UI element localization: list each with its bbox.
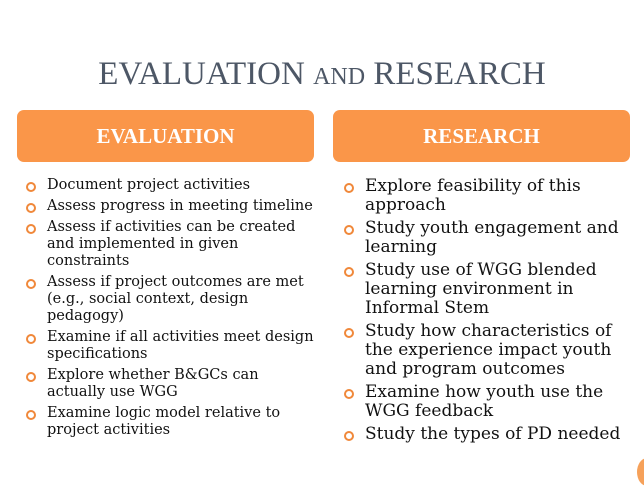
list-item bbox=[17, 329, 317, 363]
bullet-icon bbox=[26, 203, 36, 213]
bullet-icon bbox=[26, 182, 36, 192]
research-list bbox=[335, 177, 635, 448]
title-part: RESEARCH bbox=[365, 56, 546, 92]
list-item-text: Explore whether B&GCs can actually use WGG bbox=[47, 367, 259, 400]
list-item bbox=[17, 274, 317, 325]
list-item-text: Assess if project outcomes are met (e.g., social context, design pedagogy) bbox=[47, 274, 304, 324]
bullet-icon bbox=[344, 267, 354, 277]
bullet-icon bbox=[344, 183, 354, 193]
list-item bbox=[335, 261, 635, 318]
list-item bbox=[17, 198, 317, 215]
list-item-text: Document project activities bbox=[47, 177, 251, 193]
list-item bbox=[17, 177, 317, 194]
list-item bbox=[335, 425, 635, 444]
bullet-icon bbox=[26, 279, 36, 289]
list-item bbox=[335, 219, 635, 257]
slide-title bbox=[0, 56, 644, 93]
bullet-icon bbox=[26, 334, 36, 344]
list-item-text: Study use of WGG blended learning environment in Informal Stem bbox=[365, 260, 597, 318]
list-item bbox=[17, 405, 317, 439]
list-item-text: Explore feasibility of this approach bbox=[365, 176, 581, 215]
list-item bbox=[17, 367, 317, 401]
bullet-icon bbox=[344, 431, 354, 441]
list-item-text: Assess if activities can be created and implemented in given constraints bbox=[47, 219, 296, 269]
bullet-icon bbox=[26, 410, 36, 420]
bullet-icon bbox=[26, 224, 36, 234]
list-item-text: Study how characteristics of the experience impact youth and program outcomes bbox=[365, 321, 612, 379]
decorative-circle bbox=[637, 458, 644, 486]
title-part: EVALUATION bbox=[98, 56, 314, 92]
research-header: RESEARCH bbox=[333, 110, 630, 162]
list-item-text: Study youth engagement and learning bbox=[365, 218, 619, 257]
bullet-icon bbox=[344, 389, 354, 399]
bullet-icon bbox=[344, 225, 354, 235]
evaluation-list bbox=[17, 177, 317, 443]
list-item-text: Examine if all activities meet design specifications bbox=[47, 329, 314, 362]
list-item bbox=[335, 383, 635, 421]
list-item-text: Study the types of PD needed bbox=[365, 424, 621, 444]
bullet-icon bbox=[26, 372, 36, 382]
bullet-icon bbox=[344, 328, 354, 338]
evaluation-header: EVALUATION bbox=[17, 110, 314, 162]
list-item bbox=[335, 177, 635, 215]
list-item bbox=[17, 219, 317, 270]
list-item-text: Examine logic model relative to project activities bbox=[47, 405, 281, 438]
list-item bbox=[335, 322, 635, 379]
list-item-text: Examine how youth use the WGG feedback bbox=[365, 382, 604, 421]
list-item-text: Assess progress in meeting timeline bbox=[47, 198, 313, 214]
title-part: AND bbox=[313, 64, 366, 90]
